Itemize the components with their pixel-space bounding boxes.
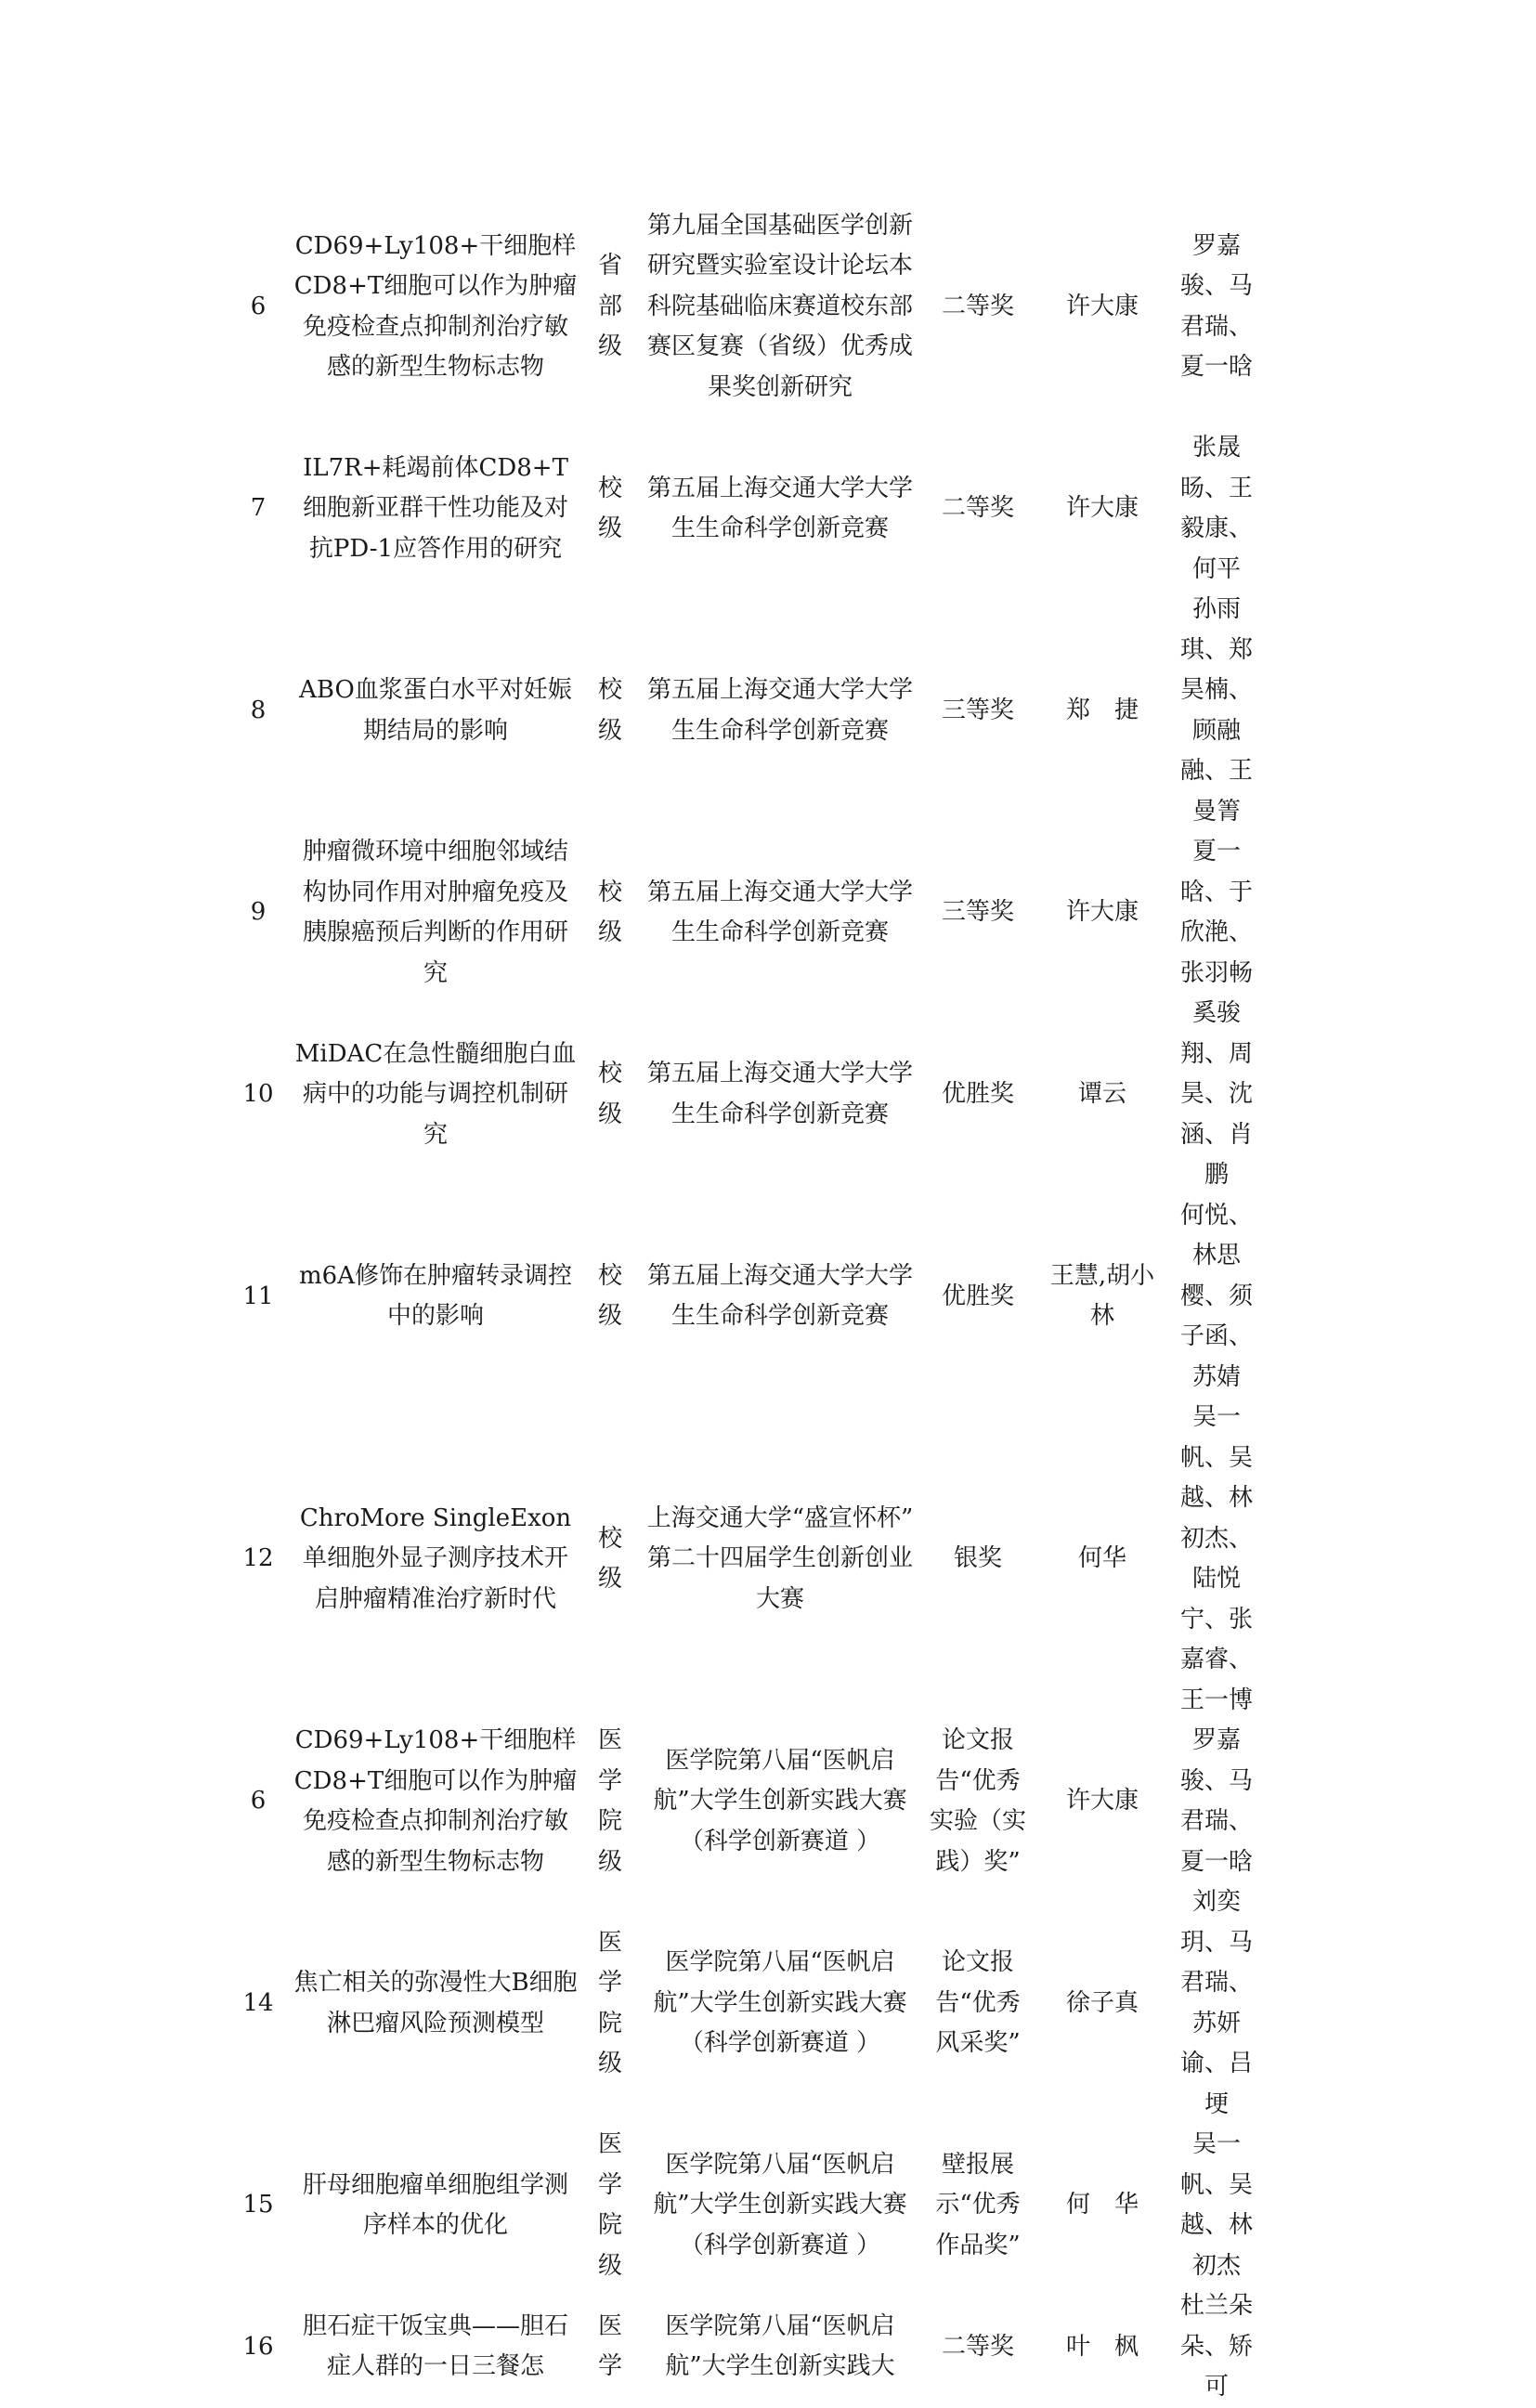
award-grade-cell: 三等奖 xyxy=(941,696,1014,724)
award-level-cell: 校级 xyxy=(597,1060,622,1128)
project-title-cell: m6A修饰在肿瘤转录调控中的影响 xyxy=(299,1261,572,1331)
team-members-cell: 罗嘉骏、马君瑞、夏一晗 xyxy=(1179,231,1253,381)
table-row xyxy=(228,186,1261,428)
award-level-cell: 医学院级 xyxy=(597,1928,622,2077)
award-grade-cell: 三等奖 xyxy=(941,898,1014,927)
table-row xyxy=(228,590,1261,832)
advisor-cell: 许大康 xyxy=(1065,898,1139,927)
project-title-cell: CD69+Ly108+干细胞样CD8+T细胞可以作为肿瘤免疫检查点抑制剂治疗敏感的新型生物标志物 xyxy=(293,1726,578,1876)
award-grade-cell: 二等奖 xyxy=(941,292,1014,320)
competition-name-cell: 第五届上海交通大学大学生生命科学创新竞赛 xyxy=(646,878,913,946)
table-row xyxy=(228,1721,1261,1882)
project-title-cell: IL7R+耗竭前体CD8+T细胞新亚群干性功能及对抗PD-1应答作用的研究 xyxy=(302,453,568,563)
award-level-cell: 校级 xyxy=(597,1261,622,1331)
advisor-cell: 谭云 xyxy=(1077,1080,1126,1108)
team-members-cell: 夏一晗、于欣滟、张羽畅 xyxy=(1179,838,1253,987)
award-grade-cell: 论文报告“优秀风采奖” xyxy=(935,1948,1021,2058)
row-number-cell: 14 xyxy=(242,1988,274,2017)
advisor-cell: 徐子真 xyxy=(1065,1988,1139,2017)
advisor-cell: 许大康 xyxy=(1065,494,1139,523)
row-number-cell: 6 xyxy=(250,292,267,320)
award-level-cell: 医学院级 xyxy=(597,2130,622,2280)
table-row xyxy=(228,994,1261,1196)
table-row xyxy=(228,1398,1261,1721)
advisor-cell: 王慧,胡小林 xyxy=(1049,1261,1155,1331)
award-level-cell: 医学 xyxy=(597,2311,622,2381)
advisor-cell: 许大康 xyxy=(1065,292,1139,320)
competition-name-cell: 第五届上海交通大学大学生生命科学创新竞赛 xyxy=(646,1060,913,1128)
row-number-cell: 10 xyxy=(242,1080,274,1108)
team-members-cell: 刘奕玥、马君瑞、苏妍谕、吕 埂 xyxy=(1179,1888,1278,2118)
advisor-cell: 何 华 xyxy=(1065,2191,1139,2219)
competition-name-cell: 医学院第八届“医帆启航”大学生创新实践大赛（科学创新赛道 ） xyxy=(653,1746,907,1855)
table-row xyxy=(228,2125,1261,2286)
project-title-cell: 肿瘤微环境中细胞邻域结构协同作用对肿瘤免疫及胰腺癌预后判断的作用研究 xyxy=(302,838,568,987)
team-members-cell: 奚骏翔、周昊、沈涵、肖鹏 xyxy=(1179,999,1253,1189)
competition-name-cell: 第五届上海交通大学大学生生命科学创新竞赛 xyxy=(646,474,913,542)
award-level-cell: 省部级 xyxy=(597,252,622,361)
competition-name-cell: 第五届上海交通大学大学生生命科学创新竞赛 xyxy=(646,1261,913,1331)
competition-name-cell: 第五届上海交通大学大学生生命科学创新竞赛 xyxy=(646,676,913,745)
row-number-cell: 16 xyxy=(242,2332,274,2361)
award-level-cell: 医学院级 xyxy=(597,1726,622,1876)
row-number-cell: 12 xyxy=(242,1544,274,1573)
awards-table-body xyxy=(228,186,1278,2408)
row-number-cell: 15 xyxy=(242,2191,274,2219)
award-level-cell: 校级 xyxy=(597,676,622,745)
advisor-cell: 许大康 xyxy=(1065,1787,1139,1816)
competition-name-cell: 医学院第八届“医帆启航”大学生创新实践大 xyxy=(665,2311,895,2381)
team-members-cell: 张晟旸、王毅康、何平 xyxy=(1179,434,1253,583)
team-members-cell: 罗嘉骏、马君瑞、夏一晗 xyxy=(1179,1726,1253,1876)
table-row xyxy=(228,1882,1261,2125)
award-grade-cell: 优胜奖 xyxy=(941,1080,1014,1108)
team-members-cell: 何悦、林思樱、须子函、苏婧 xyxy=(1179,1201,1253,1391)
competition-name-cell: 医学院第八届“医帆启航”大学生创新实践大赛（科学创新赛道 ） xyxy=(653,1948,907,2058)
award-level-cell: 校级 xyxy=(597,1524,622,1593)
award-level-cell: 校级 xyxy=(597,474,622,542)
row-number-cell: 11 xyxy=(242,1282,274,1310)
table-row xyxy=(228,2286,1261,2408)
project-title-cell: CD69+Ly108+干细胞样CD8+T细胞可以作为肿瘤免疫检查点抑制剂治疗敏感的新型生物标志物 xyxy=(293,231,578,381)
row-number-cell: 7 xyxy=(250,494,267,523)
team-members-cell: 杜兰朵朵、矫可 xyxy=(1179,2292,1253,2401)
project-title-cell: ABO血浆蛋白水平对妊娠期结局的影响 xyxy=(299,676,572,745)
award-grade-cell: 银奖 xyxy=(953,1544,1002,1573)
award-grade-cell: 壁报展示“优秀作品奖” xyxy=(935,2150,1021,2259)
project-title-cell: 肝母细胞瘤单细胞组学测序样本的优化 xyxy=(302,2170,568,2239)
project-title-cell: MiDAC在急性髓细胞白血病中的功能与调控机制研究 xyxy=(294,1039,577,1149)
advisor-cell: 郑 捷 xyxy=(1065,696,1139,724)
competition-name-cell: 第九届全国基础医学创新研究暨实验室设计论坛本科院基础临床赛道校东部赛区复赛（省级）优秀成果奖创新研究 xyxy=(646,211,913,401)
row-number-cell: 8 xyxy=(250,696,267,724)
team-members-cell: 吴一帆、吴越、林初杰 xyxy=(1179,2130,1253,2280)
award-level-cell: 校级 xyxy=(597,878,622,946)
table-row xyxy=(228,428,1261,590)
project-title-cell: ChroMore SingleExon 单细胞外显子测序技术开启肿瘤精准治疗新时代 xyxy=(299,1503,572,1613)
advisor-cell: 何华 xyxy=(1077,1544,1126,1573)
team-members-cell: 吴一帆、吴 越、林初杰、陆悦宁、张嘉睿、王一博 xyxy=(1179,1403,1278,1714)
competition-name-cell: 上海交通大学“盛宣怀杯” 第二十四届学生创新创业大赛 xyxy=(646,1503,914,1613)
project-title-cell: 焦亡相关的弥漫性大B细胞淋巴瘤风险预测模型 xyxy=(293,1969,578,2037)
row-number-cell: 6 xyxy=(250,1787,267,1816)
award-grade-cell: 论文报告“优秀实验（实践）奖” xyxy=(929,1726,1026,1876)
table-row xyxy=(228,832,1261,994)
competition-name-cell: 医学院第八届“医帆启航”大学生创新实践大赛（科学创新赛道 ） xyxy=(653,2150,907,2259)
awards-table xyxy=(228,186,1278,2408)
advisor-cell: 叶 枫 xyxy=(1065,2332,1139,2361)
award-grade-cell: 二等奖 xyxy=(941,2332,1014,2361)
award-grade-cell: 二等奖 xyxy=(941,494,1014,523)
table-row xyxy=(228,1196,1261,1399)
award-grade-cell: 优胜奖 xyxy=(941,1282,1014,1310)
team-members-cell: 孙雨琪、郑昊楠、顾融融、王曼箐 xyxy=(1179,595,1253,826)
project-title-cell: 胆石症干饭宝典——胆石症人群的一日三餐怎 xyxy=(302,2311,568,2381)
row-number-cell: 9 xyxy=(250,898,267,927)
